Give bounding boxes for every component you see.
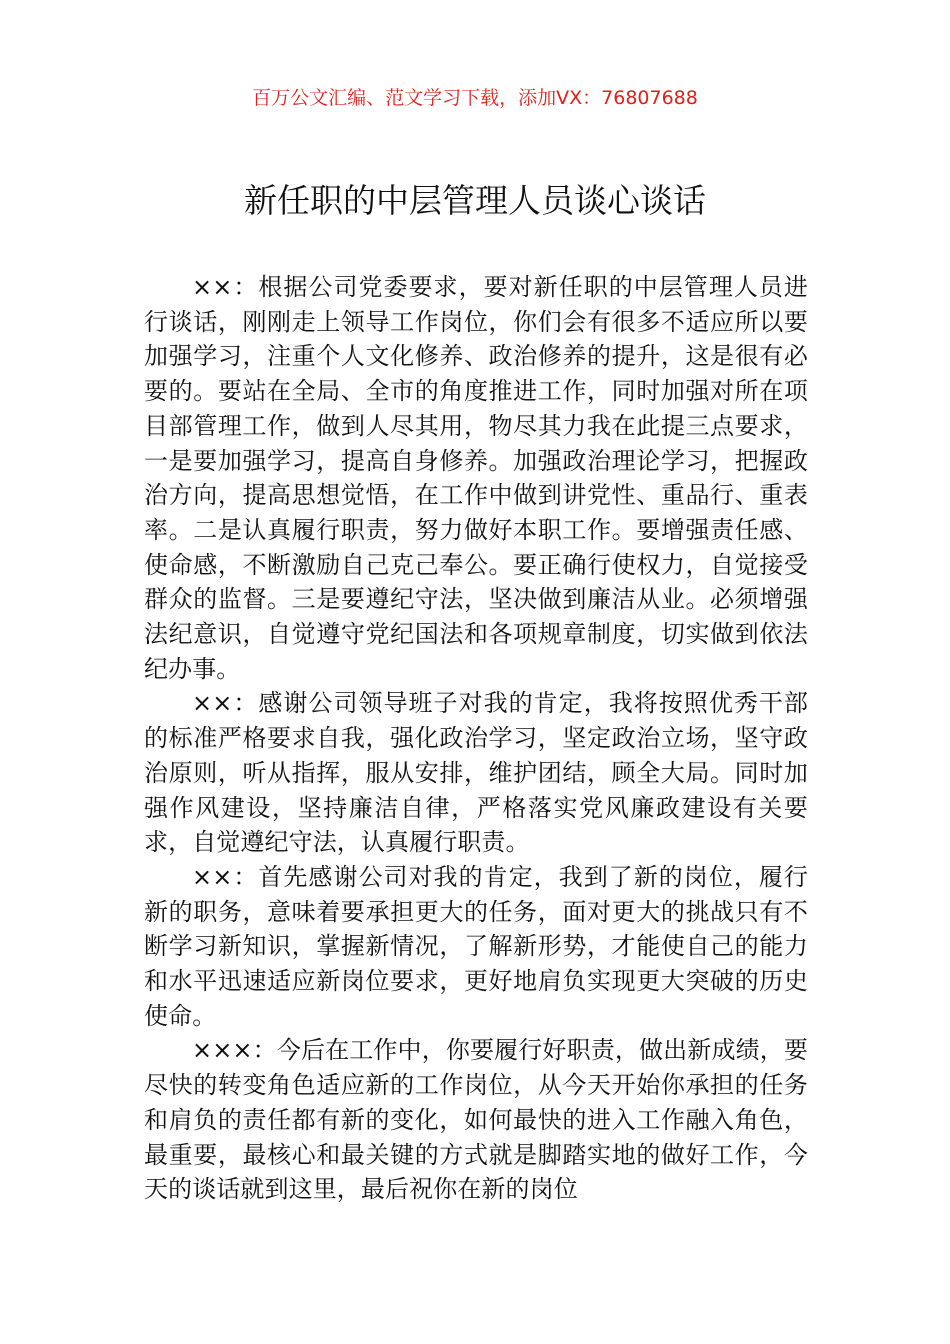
paragraph-4: ×××：今后在工作中，你要履行好职责，做出新成绩，要尽快的转变角色适应新的工作岗位，从今天开始你承担的任务和肩负的责任都有新的变化，如何最快的进入工作融入角色，最重要，最核心和最关键的方式就是脚踏实地的做好工作，今天的谈话就到这里，最后祝你在新的岗位 bbox=[144, 1036, 808, 1204]
paragraph-3: ××：首先感谢公司对我的肯定，我到了新的岗位，履行新的职务，意味着要承担更大的任务，面对更大的挑战只有不断学习新知识，掌握新情况，了解新形势，才能使自己的能力和水平迅速适应新岗位要求，更好地肩负实现更大突破的历史使命。 bbox=[144, 862, 808, 1030]
paragraph-1: ××：根据公司党委要求，要对新任职的中层管理人员进行谈话，刚刚走上领导工作岗位，你们会有很多不适应所以要加强学习，注重个人文化修养、政治修养的提升，这是很有必要的。要站在全局、全市的角度推进工作，同时加强对所在项目部管理工作，做到人尽其用，物尽其力我在此提三点要求，一是要加强学习，提高自身修养。加强政治理论学习，把握政治方向，提高思想觉悟，在工作中做到讲党性、重品行、重表率。二是认真履行职责，努力做好本职工作。要增强责任感、使命感，不断激励自己克己奉公。要正确行使权力，自觉接受群众的监督。三是要遵纪守法，坚决做到廉洁从业。必须增强法纪意识，自觉遵守党纪国法和各项规章制度，切实做到依法纪办事。 bbox=[144, 273, 808, 683]
document-body bbox=[144, 270, 808, 1207]
paragraph-2: ××：感谢公司领导班子对我的肯定，我将按照优秀干部的标准严格要求自我，强化政治学习，坚定政治立场，坚守政治原则，听从指挥，服从安排，维护团结，顾全大局。同时加强作风建设，坚持廉洁自律，严格落实党风廉政建设有关要求，自觉遵纪守法，认真履行职责。 bbox=[144, 689, 808, 857]
document-title: 新任职的中层管理人员谈心谈话 bbox=[244, 181, 706, 220]
header-note: 百万公文汇编、范文学习下载，添加VX：76807688 bbox=[252, 87, 698, 109]
